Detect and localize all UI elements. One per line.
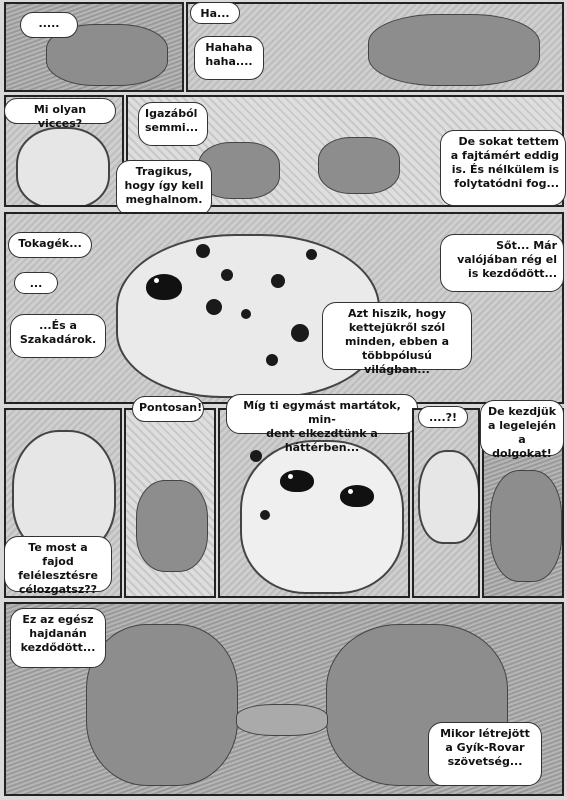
beast-figure (136, 480, 208, 572)
leopard-side (490, 470, 562, 582)
spot (266, 354, 278, 366)
spot (241, 309, 251, 319)
speech-bubble: De kezdjük a legelején a dolgokat! (480, 400, 564, 456)
speech-bubble: ...És a Szakadárok. (10, 314, 106, 358)
insect-figure (318, 137, 400, 194)
speech-bubble: Te most a fajod felélesztésre célozgatsz?? (4, 536, 112, 592)
speech-bubble: ..... (20, 12, 78, 38)
eye (146, 274, 182, 300)
speech-bubble: Hahaha haha.... (194, 36, 264, 80)
speech-bubble: Mi olyan vicces? (4, 98, 116, 124)
speech-bubble: Sőt... Már valójában rég el is kezdődött... (440, 234, 564, 292)
speech-bubble: Azt hiszik, hogy kettejükről szól minden, ebben a többpólusú világban... (322, 302, 472, 370)
insect-warrior (86, 624, 238, 786)
spot (260, 510, 270, 520)
speech-bubble: ....?! (418, 406, 468, 428)
spot (271, 274, 285, 288)
spot (221, 269, 233, 281)
speech-bubble: Ha... (190, 2, 240, 24)
spot (250, 450, 262, 462)
spot (291, 324, 309, 342)
panel-4-2 (124, 408, 216, 598)
eye (280, 470, 314, 492)
panel-4-4 (412, 408, 480, 598)
speech-bubble: Tokagék... (8, 232, 92, 258)
wounded-face (16, 127, 110, 207)
speech-bubble: ... (14, 272, 58, 294)
speech-bubble: De sokat tettem a fajtámért eddig is. És nélkülem is folytatódni fog... (440, 130, 566, 206)
speech-bubble: Pontosan! (132, 396, 204, 422)
speech-bubble: Ez az egész hajdanán kezdődött... (10, 608, 106, 668)
spot (306, 249, 317, 260)
spot (196, 244, 210, 258)
spot (206, 299, 222, 315)
speech-bubble: Míg ti egymást martátok, min- dent elkezdtünk a háttérben... (226, 394, 418, 434)
speech-bubble: Tragikus, hogy így kell meghalnom. (116, 160, 212, 216)
eye (340, 485, 374, 507)
speech-bubble: Igazából semmi... (138, 102, 208, 146)
girl-face (418, 450, 480, 544)
wrecked-claw (368, 14, 540, 86)
handshake (236, 704, 328, 736)
speech-bubble: Mikor létrejött a Gyík-Rovar szövetség... (428, 722, 542, 786)
